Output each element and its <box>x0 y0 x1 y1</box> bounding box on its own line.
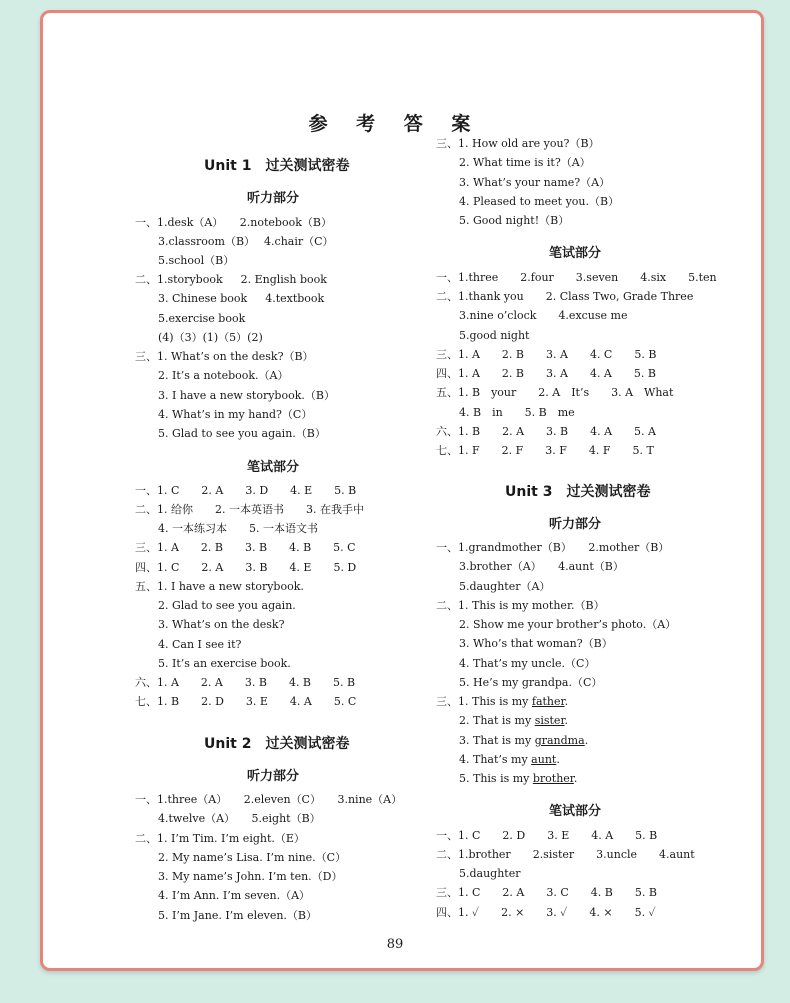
answer-line: 七、1. B 2. D 3. E 4. A 5. C <box>135 695 357 708</box>
answer-line: 二、1.brother 2.sister 3.uncle 4.aunt <box>436 848 695 861</box>
answer-line: 2. Show me your brother’s photo.（A） <box>459 618 677 631</box>
answer-line: 3.classroom（B） 4.chair（C） <box>158 235 334 248</box>
answer-line: 一、1.three 2.four 3.seven 4.six 5.ten <box>436 271 717 284</box>
answer-line: 二、1.thank you 2. Class Two, Grade Three <box>436 290 694 303</box>
answer-word: aunt <box>531 753 557 766</box>
answer-line: 3. That is my grandma. <box>459 734 589 747</box>
answer-line: 5.daughter（A） <box>459 580 551 593</box>
unit1-heading: Unit 1 过关测试密卷 <box>204 158 350 174</box>
answer-line: 一、1. C 2. D 3. E 4. A 5. B <box>436 829 658 842</box>
answer-line: 一、1.desk（A） 2.notebook（B） <box>135 216 332 229</box>
answer-line: 4.twelve（A） 5.eight（B） <box>158 812 321 825</box>
answer-line: 五、1. I have a new storybook. <box>135 580 304 593</box>
answer-line: 三、1. This is my father. <box>436 695 569 708</box>
answer-line: 5.exercise book <box>158 312 246 325</box>
unit3-listening-heading: 听力部分 <box>549 517 602 532</box>
answer-line: 4. Pleased to meet you.（B） <box>459 195 620 208</box>
unit3-writing-heading: 笔试部分 <box>549 804 602 819</box>
unit2-listening-heading: 听力部分 <box>247 769 300 784</box>
answer-line: 四、1. C 2. A 3. B 4. E 5. D <box>135 561 357 574</box>
answer-line: 一、1.grandmother（B） 2.mother（B） <box>436 541 670 554</box>
answer-line: 4. 一本练习本 5. 一本语文书 <box>158 522 318 535</box>
answer-line: 2. My name’s Lisa. I’m nine.（C） <box>158 851 347 864</box>
answer-line: 2. That is my sister. <box>459 714 568 727</box>
answer-line: 四、1. ✓ 2. × 3. ✓ 4. × 5. ✓ <box>436 906 656 919</box>
answer-line: 二、1. 给你 2. 一本英语书 3. 在我手中 <box>135 503 364 516</box>
answer-line: 5. Glad to see you again.（B） <box>158 427 326 440</box>
answer-line: 3. What’s your name?（A） <box>459 176 611 189</box>
answer-line: 4. That’s my uncle.（C） <box>459 657 596 670</box>
page-title: 参 考 答 案 <box>308 113 482 135</box>
answer-line: 2. What time is it?（A） <box>459 156 591 169</box>
answer-line: 三、1. A 2. B 3. A 4. C 5. B <box>436 348 657 361</box>
answer-line: 4. B in 5. B me <box>459 406 575 419</box>
answer-line: 5.daughter <box>459 867 521 880</box>
unit1-writing-heading: 笔试部分 <box>247 460 300 475</box>
answer-line: 三、1. A 2. B 3. B 4. B 5. C <box>135 541 356 554</box>
answer-line: 3. My name’s John. I’m ten.（D） <box>158 870 343 883</box>
answer-line: 一、1. C 2. A 3. D 4. E 5. B <box>135 484 357 497</box>
answer-word: grandma <box>534 734 585 747</box>
answer-word: father <box>531 695 565 708</box>
answer-line: 六、1. A 2. A 3. B 4. B 5. B <box>135 676 356 689</box>
answer-line: 六、1. B 2. A 3. B 4. A 5. A <box>436 425 656 438</box>
answer-line: 一、1.three（A） 2.eleven（C） 3.nine（A） <box>135 793 403 806</box>
answer-line: 5. It’s an exercise book. <box>158 657 291 670</box>
answer-line: 5. This is my brother. <box>459 772 578 785</box>
unit3-heading: Unit 3 过关测试密卷 <box>505 484 651 500</box>
answer-line: (4)（3）(1)（5）(2) <box>158 331 263 344</box>
answer-line: 3. Chinese book 4.textbook <box>158 292 325 305</box>
answer-line: 3. I have a new storybook.（B） <box>158 389 335 402</box>
answer-line: 3.brother（A） 4.aunt（B） <box>459 560 624 573</box>
answer-line: 3.nine o’clock 4.excuse me <box>459 309 628 322</box>
answer-line: 三、1. How old are you?（B） <box>436 137 600 150</box>
page-number: 89 <box>386 937 404 952</box>
answer-word: sister <box>534 714 565 727</box>
unit2-writing-heading: 笔试部分 <box>549 246 602 261</box>
answer-line: 二、1. I’m Tim. I’m eight.（E） <box>135 832 305 845</box>
answer-line: 4. Can I see it? <box>158 638 242 651</box>
answer-line: 5.good night <box>459 329 530 342</box>
answer-line: 4. I’m Ann. I’m seven.（A） <box>158 889 311 902</box>
answer-line: 三、1. C 2. A 3. C 4. B 5. B <box>436 886 657 899</box>
answer-line: 4. That’s my aunt. <box>459 753 560 766</box>
answer-line: 五、1. B your 2. A It’s 3. A What <box>436 386 674 399</box>
answer-word: brother <box>532 772 574 785</box>
answer-line: 2. Glad to see you again. <box>158 599 296 612</box>
answer-line: 5. He’s my grandpa.（C） <box>459 676 603 689</box>
answer-line: 5. Good night!（B） <box>459 214 570 227</box>
unit1-listening-heading: 听力部分 <box>247 191 300 206</box>
answer-line: 5. I’m Jane. I’m eleven.（B） <box>158 909 318 922</box>
answer-line: 5.school（B） <box>158 254 235 267</box>
unit2-heading: Unit 2 过关测试密卷 <box>204 736 350 752</box>
answer-line: 二、1.storybook 2. English book <box>135 273 327 286</box>
answer-line: 3. What’s on the desk? <box>158 618 285 631</box>
answer-line: 4. What’s in my hand?（C） <box>158 408 313 421</box>
answer-line: 七、1. F 2. F 3. F 4. F 5. T <box>436 444 654 457</box>
answer-line: 3. Who’s that woman?（B） <box>459 637 613 650</box>
answer-line: 四、1. A 2. B 3. A 4. A 5. B <box>436 367 656 380</box>
answer-line: 三、1. What’s on the desk?（B） <box>135 350 314 363</box>
answer-line: 2. It’s a notebook.（A） <box>158 369 289 382</box>
answer-line: 二、1. This is my mother.（B） <box>436 599 605 612</box>
